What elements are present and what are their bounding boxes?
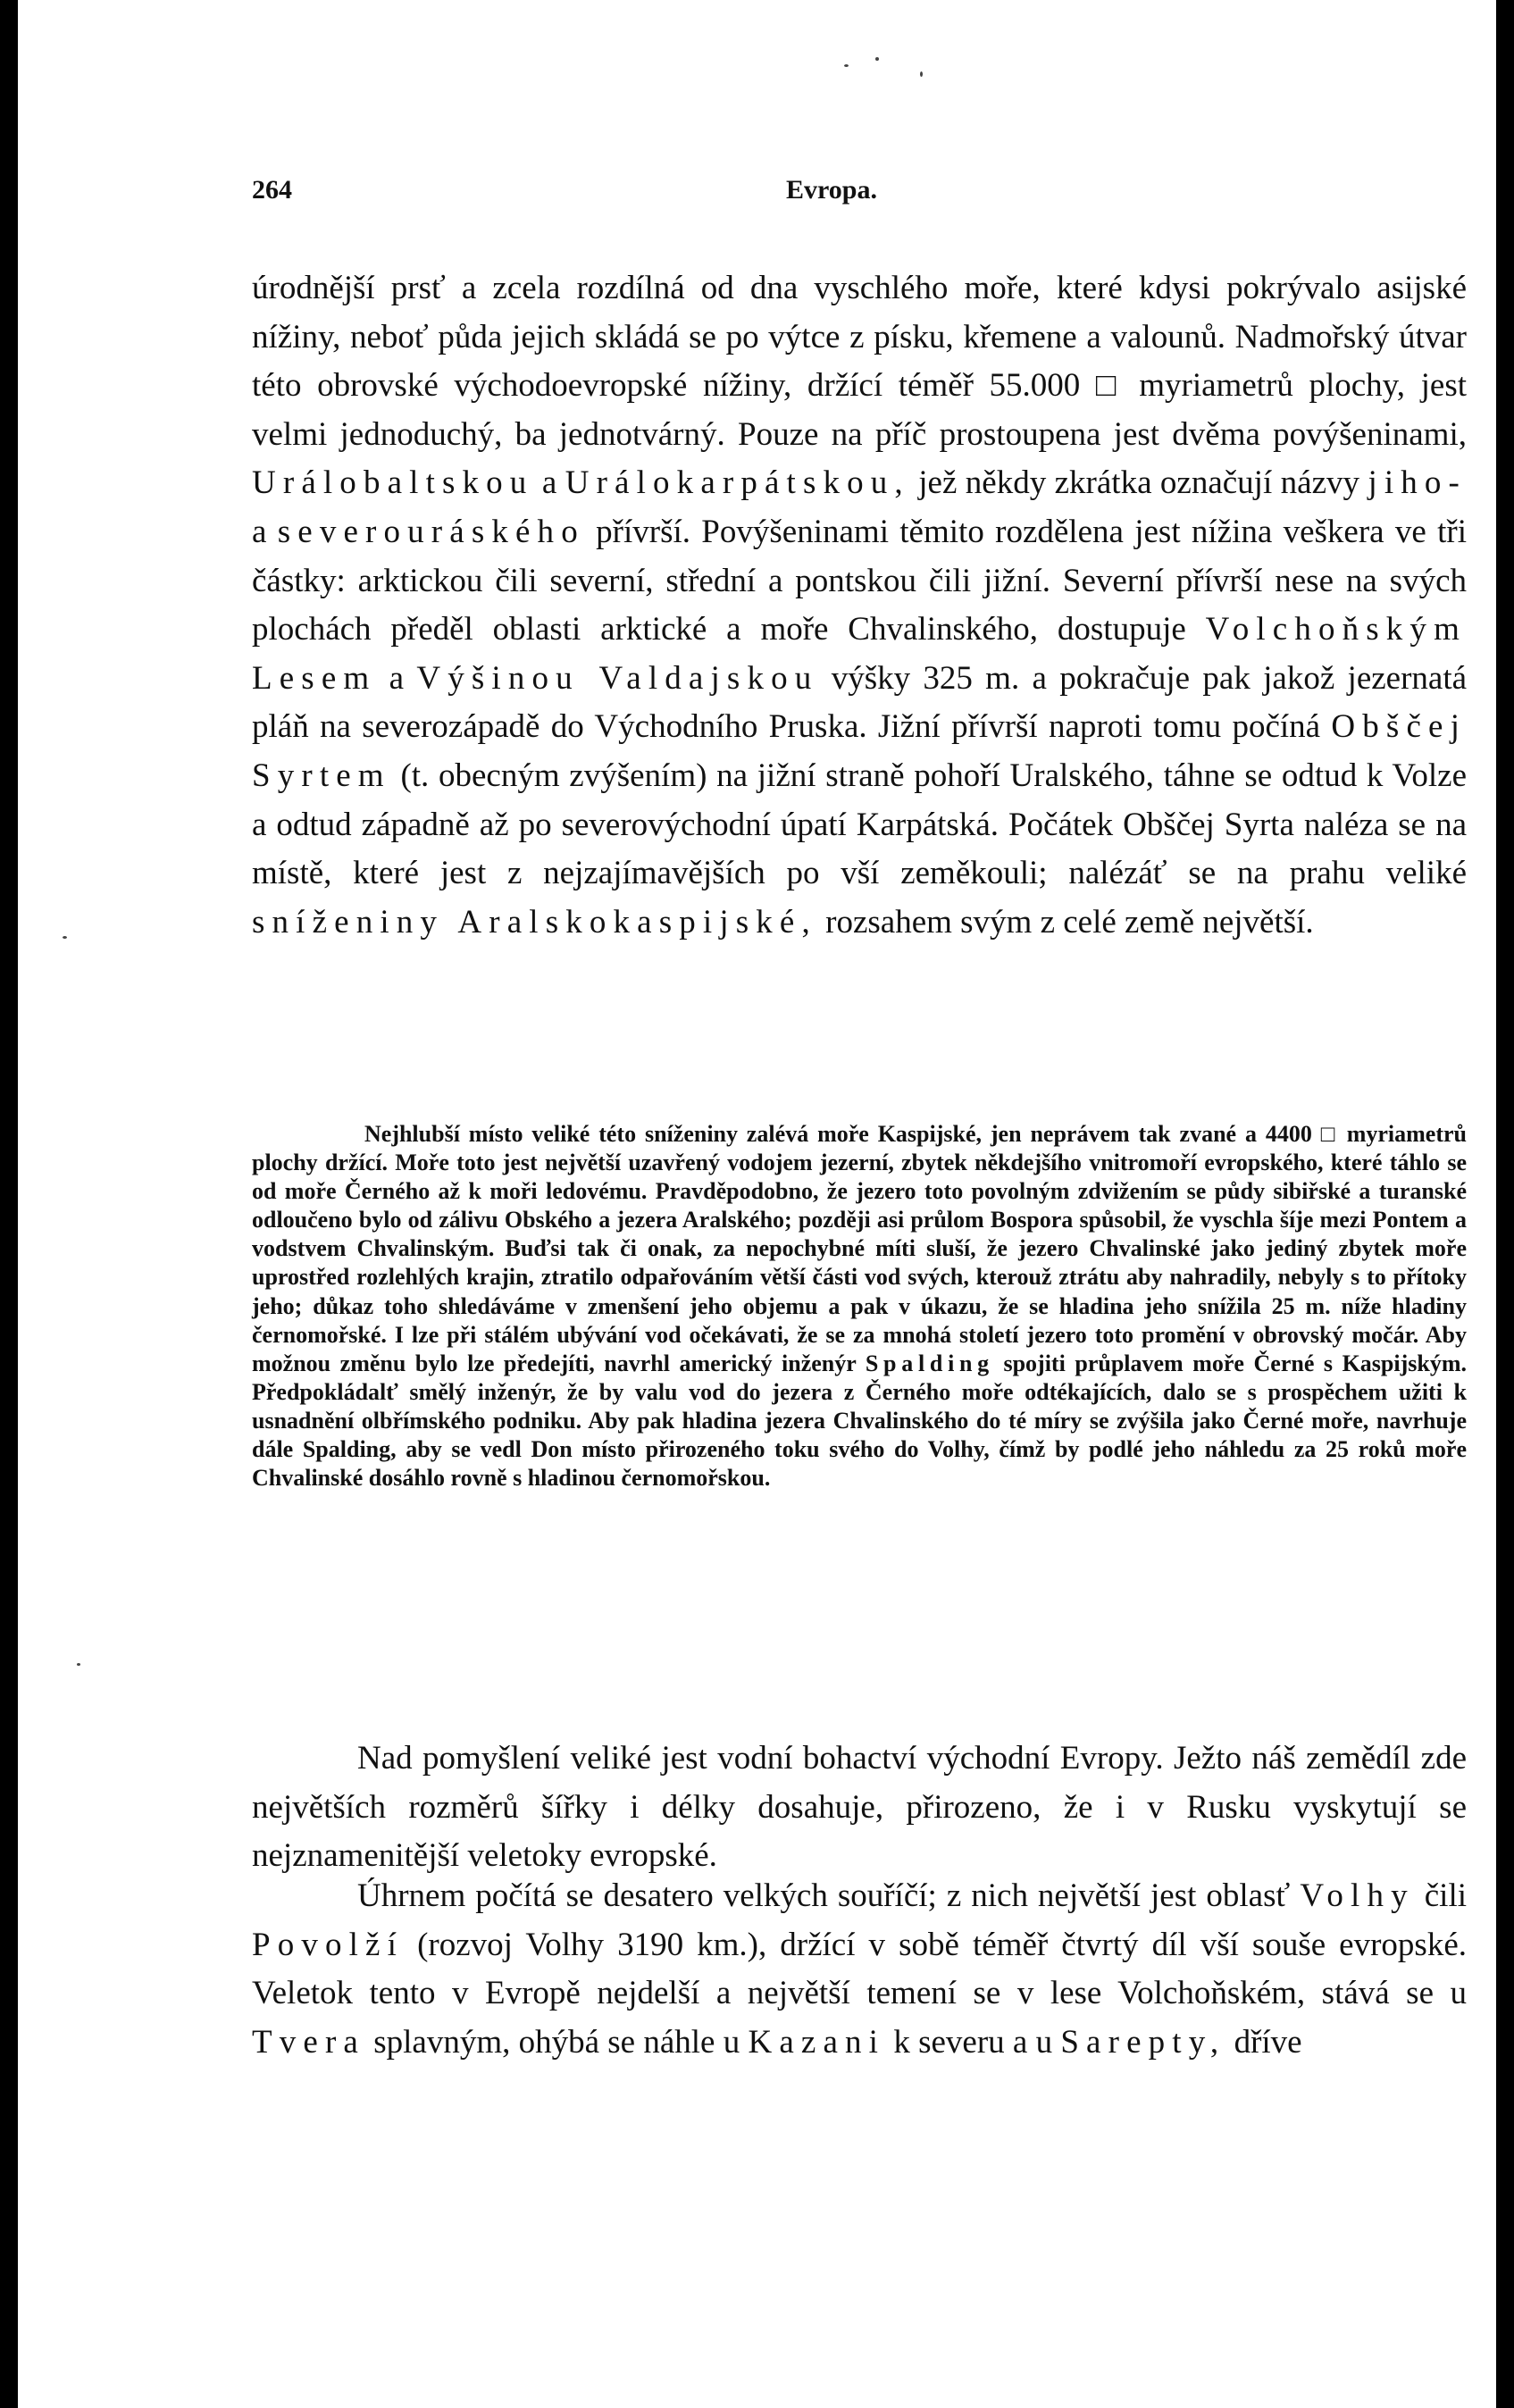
spaced-term: Tvera <box>252 2023 365 2061</box>
page-header <box>252 175 1467 211</box>
text-run: Nejhlubší místo veliké této sníženiny zalévá moře Kaspijské, jen neprávem tak zvané a 4400 □ myriametrů plochy držící. Moře toto jest největší uzavřený vodojem jezerní, zbytek někdejšího vnitromoří evropského, které táhlo se od moře Černého až k moři ledovému. Pravděpodobno, že jezero toto povolným zdvižením se půdy sibiřské a turanské odloučeno bylo od zálivu Obského a jezera Aralského; později asi průlom Bospora spůsobil, že vyschla šíje mezi Pontem a vodstvem Chvalinským. Buďsi tak či onak, za nepochybné míti sluší, že jezero Chvalinské jako jediný zbytek moře uprostřed rozlehlých krajin, ztratilo odpařováním větší části vod svých, kterouž ztrátu aby nahradily, nebyly s to přítoky jeho; důkaz toho shledáváme v zmenšení jeho objemu a pak v úkazu, že se hladina jeho snížila 25 m. níže hladiny černomořské. I lze při stálém ubývání vod očekávati, že se za mnohá století jezero toto promění v obrovský močár. Aby možnou změnu bylo lze předejíti, navrhl americký inženýr <box>252 1121 1467 1376</box>
main-paragraph <box>252 264 1467 947</box>
text-run: a <box>389 659 405 697</box>
note-paragraph <box>252 1120 1467 1492</box>
scan-speck <box>844 64 849 67</box>
text-run: jež někdy zkrátka označují názvy <box>918 464 1360 502</box>
text-run: a <box>541 464 557 502</box>
spaced-term: Sarepty, <box>1060 2023 1226 2061</box>
spaced-term: Spalding <box>865 1350 994 1376</box>
spaced-term: sníženiny Aralskokaspijské, <box>252 903 817 941</box>
spaced-term: Urálokarpátskou, <box>565 464 910 502</box>
text-run: k severu a u <box>893 2023 1053 2061</box>
page-number: 264 <box>252 175 292 205</box>
text-run: dříve <box>1234 2023 1302 2061</box>
book-page <box>18 0 1496 2408</box>
text-run: Nad pomyšlení veliké jest vodní bohactví východní Evropy. Ježto náš zemědíl zde největších rozměrů šířky i délky dosahuje, přirozeno, že i v Rusku vyskytují se nejznamenitější veletoky evropské. <box>252 1740 1467 1874</box>
text-run: spojiti průplavem moře Černé s Kaspijským. Předpokládalť smělý inženýr, že by valu vod do jezera z Černého moře odtékajících, dalo se s prospěchem užiti k usnadnění olbřímského podniku. Aby pak hladina jezera Chvalinského do té míry se zvýšila jako Černé moře, navrhuje dále Spalding, aby se vedl Don místo přirozeného toku svého do Volhy, čímž by podlé jeho náhledu za 25 roků moře Chvalinské dosáhlo rovně s hladinou černomořskou. <box>252 1350 1467 1492</box>
spaced-term: Povolží <box>252 1926 405 1963</box>
scan-speck <box>77 1663 80 1666</box>
text-run: a <box>252 513 267 550</box>
spaced-term: jiho- <box>1368 464 1468 502</box>
text-run: rozsahem svým z celé země největší. <box>825 903 1314 941</box>
body-paragraph <box>252 1735 1467 1881</box>
spaced-term: Volhy <box>1300 1877 1415 1914</box>
spaced-term: Volchoňským Lesem <box>252 611 1467 697</box>
spaced-term: severouráského <box>277 513 585 550</box>
scan-speck <box>63 936 67 939</box>
running-title: Evropa. <box>786 175 877 205</box>
spaced-term: Výšinou Valdajskou <box>416 659 819 697</box>
body-paragraph <box>252 1872 1467 2067</box>
text-run: Úhrnem počítá se desatero velkých souříčí; z nich největší jest oblasť <box>357 1877 1291 1914</box>
spaced-term: Urálobaltskou <box>252 464 534 502</box>
spaced-term: Obščej Syrtem <box>252 708 1468 794</box>
scan-speck <box>875 57 879 61</box>
scan-speck <box>920 71 923 77</box>
text-run: výšky 325 m. a pokračuje pak jakož jezernatá pláň na severozápadě do Východního Pruska. Jižní přívrší naproti tomu počíná <box>252 659 1468 746</box>
text-run: splavným, ohýbá se náhle u <box>373 2023 740 2061</box>
text-run: přívrší. Povýšeninami těmito rozdělena jest nížina veškera ve tři částky: arktickou čili severní, střední a pontskou čili jižní. Severní přívrší nese na svých plochách předěl oblasti arktické a moře Chvalinského, dostupuje <box>252 513 1468 648</box>
text-run: čili <box>1424 1877 1468 1914</box>
spaced-term: Kazani <box>748 2023 886 2061</box>
text-run: (rozvoj Volhy 3190 km.), držící v sobě téměř čtvrtý díl vší souše evropské. Veletok tento v Evropě nejdelší a největší temení se v lese Volchoňském, stává se u <box>252 1926 1467 2011</box>
text-run: (t. obecným zvýšením) na jižní straně pohoří Uralského, táhne se odtud k Volze a odtud západně až po severovýchodní úpatí Karpátská. Počátek Obščej Syrta naléza se na místě, které jest z nejzajímavějších po vší zeměkouli; nalézáť se na prahu veliké <box>252 757 1467 892</box>
text-run: úrodnější prsť a zcela rozdílná od dna vyschlého moře, které kdysi pokrývalo asijské nížiny, neboť půda jejich skládá se po výtce z písku, křemene a valounů. Nadmořský útvar této obrovské východoevropské nížiny, držící téměř 55.000 □ myriametrů plochy, jest velmi jednoduchý, ba jednotvárný. Pouze na příč prostoupena jest dvěma povýšeninami, <box>252 270 1467 453</box>
